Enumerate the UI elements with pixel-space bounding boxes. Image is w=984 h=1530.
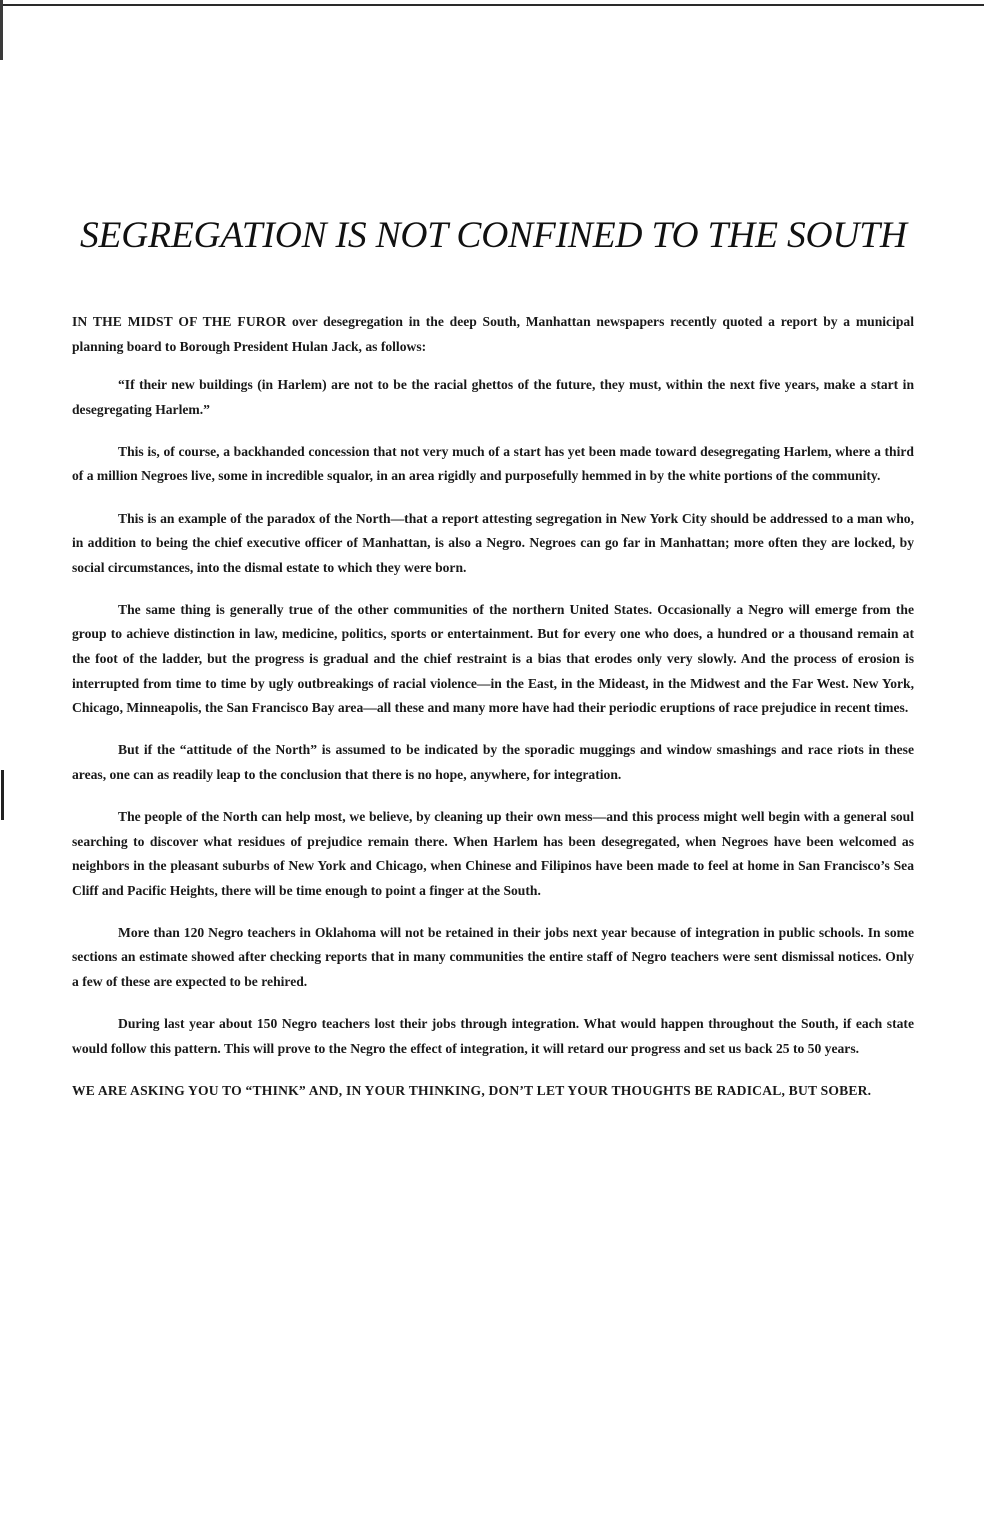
body-paragraph: This is, of course, a backhanded concession that not very much of a start has yet been made toward desegregating Harlem, where a third of a million Negroes live, some in incredible squalor, in an area rigidly and purposefully hemmed in by the white portions of the community. [72, 443, 914, 484]
closing-statement: WE ARE ASKING YOU TO “THINK” AND, IN YOUR THINKING, DON’T LET YOUR THOUGHTS BE RADICAL, BUT SOBER. [72, 1082, 872, 1098]
left-edge-rule [0, 0, 3, 60]
article-body [72, 310, 914, 1121]
body-paragraph: This is an example of the paradox of the North—that a report attesting segregation in New York City should be addressed to a man who, in addition to being the chief executive officer of Manhattan, is also a Negro. Negroes can go far in Manhattan; more often they are locked, by social circumstances, into the dismal estate to which they were born. [72, 510, 914, 575]
quote-paragraph: “If their new buildings (in Harlem) are not to be the racial ghettos of the future, they must, within the next five years, make a start in desegregating Harlem.” [72, 377, 914, 417]
body-paragraph: More than 120 Negro teachers in Oklahoma will not be retained in their jobs next year because of integration in public schools. In some sections an estimate showed after checking reports that in many communities the entire staff of Negro teachers were sent dismissal notices. Only a few of these are expected to be rehired. [72, 924, 914, 990]
body-paragraph: The people of the North can help most, we believe, by cleaning up their own mess—and this process might well begin with a general soul searching to discover what residues of prejudice remain there. When Harlem has been desegregated, when Negroes have been welcomed as neighbors in the pleasant suburbs of New York and Chicago, when Chinese and Filipinos have been made to feel at home in San Francisco’s Sea Cliff and Pacific Heights, there will be time enough to point a finger at the South. [72, 809, 914, 898]
intro-paragraph [72, 310, 914, 359]
intro-runin-caps: IN THE MIDST OF THE FUROR [72, 314, 287, 329]
page-title: SEGREGATION IS NOT CONFINED TO THE SOUTH [80, 215, 907, 256]
intro-text: over desegregation in the deep South, Manhattan newspapers recently quoted a report by a municipal planning board to Borough President Hulan Jack, as follows: [72, 314, 915, 354]
body-paragraph: But if the “attitude of the North” is assumed to be indicated by the sporadic muggings and window smashings and race riots in these areas, one can as readily leap to the conclusion that there is no hope, anywhere, for integration. [72, 742, 914, 782]
body-paragraph: The same thing is generally true of the other communities of the northern United States. Occasionally a Negro will emerge from the group to achieve distinction in law, medicine, politics, sports or entertainment. But for every one who does, a hundred or a thousand remain at the foot of the ladder, but the progress is gradual and the chief restraint is a bias that erodes only very slowly. And the process of erosion is interrupted from time to time by ugly outbreakings of racial violence—in the East, in the Mideast, in the Midwest and the Far West. New York, Chicago, Minneapolis, the San Francisco Bay area—all these and many more have had their periodic eruptions of race prejudice in recent times. [72, 601, 914, 716]
scan-edge-mark [1, 770, 4, 820]
body-paragraph: During last year about 150 Negro teachers lost their jobs through integration. What would happen throughout the South, if each state would follow this pattern. This will prove to the Negro the effect of integration, it will retard our progress and set us back 25 to 50 years. [72, 1016, 914, 1056]
top-border-rule [0, 4, 984, 6]
